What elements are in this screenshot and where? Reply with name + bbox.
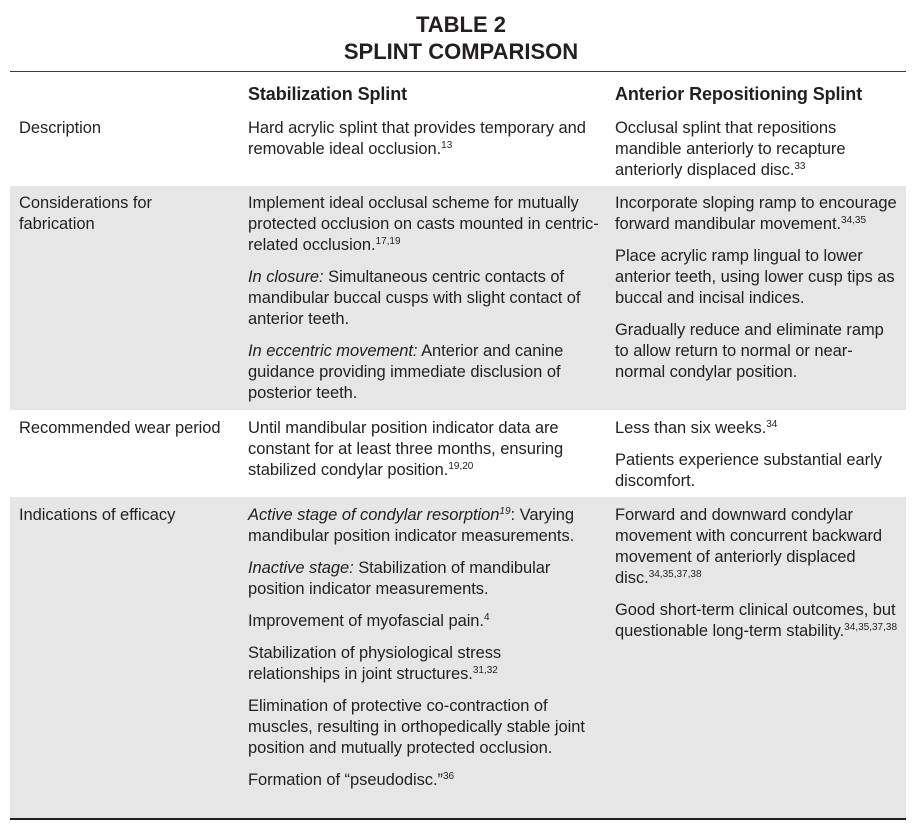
paragraph-text: Improvement of myofascial pain.: [248, 612, 484, 630]
cell-paragraph: [248, 505, 593, 547]
reference-superscript: 4: [483, 612, 490, 623]
cell-paragraph: [248, 611, 593, 632]
row-label-efficacy: Indications of efficacy: [19, 506, 176, 524]
cell-description-stabilization: [248, 118, 604, 160]
reference-superscript: 19: [499, 506, 511, 517]
paragraph-text: Incorporate sloping ramp to encourage forward mandibular movement.: [615, 194, 897, 233]
paragraph-text: Elimination of protective co-contraction of muscles, resulting in orthopedically stable joint position and mutually protected occlusion.: [248, 697, 585, 757]
cell-paragraph: [615, 450, 900, 492]
cell-paragraph: [615, 246, 900, 309]
cell-paragraph: [615, 505, 900, 589]
cell-paragraph: [248, 193, 604, 256]
cell-fabrication-anterior: [615, 193, 900, 383]
paragraph-lead: Active stage of condylar resorption: [248, 506, 500, 524]
cell-description-anterior: [615, 118, 900, 181]
cell-paragraph: [248, 770, 593, 791]
reference-superscript: 34: [766, 419, 778, 430]
reference-superscript: 13: [441, 140, 453, 151]
reference-superscript: 34,35,37,38: [648, 569, 702, 580]
cell-paragraph: [248, 558, 593, 600]
paragraph-text: Simultaneous centric contacts of mandibular buccal cusps with slight contact of anterior teeth.: [248, 268, 581, 328]
cell-paragraph: [615, 320, 900, 383]
row-label-fabrication: Considerations for fabrication: [19, 194, 153, 233]
row-label-description: Description: [19, 119, 101, 137]
cell-efficacy-anterior: [615, 505, 900, 642]
cell-paragraph: [248, 267, 604, 330]
cell-paragraph: [248, 643, 593, 685]
cell-fabrication-stabilization: [248, 193, 604, 404]
reference-superscript: 36: [442, 771, 455, 782]
cell-paragraph: [615, 118, 900, 181]
cell-paragraph: [248, 418, 588, 481]
paragraph-text: Patients experience substantial early discomfort.: [615, 451, 882, 490]
bottom-rule: [10, 818, 906, 820]
cell-efficacy-stabilization: [248, 505, 593, 791]
row-separator: [10, 496, 906, 497]
paragraph-text: : Varying mandibular position indicator measurements.: [248, 506, 575, 545]
cell-wear-stabilization: [248, 418, 588, 481]
table-number: TABLE 2: [415, 12, 507, 37]
reference-superscript: 34,35,37,38: [844, 622, 897, 633]
paragraph-lead: Inactive stage:: [248, 559, 354, 577]
reference-superscript: 33: [794, 161, 806, 172]
cell-paragraph: [615, 193, 900, 235]
paragraph-text: Stabilization of mandibular position indicator measurements.: [248, 559, 551, 598]
paragraph-text: Formation of “pseudodisc.”: [248, 771, 443, 789]
paragraph-text: Stabilization of physiological stress relationships in joint structures.: [248, 644, 502, 683]
table-title: SPLINT COMPARISON: [343, 39, 579, 64]
reference-superscript: 19,20: [448, 461, 474, 472]
paragraph-text: Forward and downward condylar movement with concurrent backward movement of anteriorly displaced disc.: [615, 506, 883, 587]
paragraph-text: Occlusal splint that repositions mandible anteriorly to recapture anteriorly displaced disc.: [615, 119, 846, 179]
cell-paragraph: [615, 600, 900, 642]
paragraph-text: Place acrylic ramp lingual to lower anterior teeth, using lower cusp tips as buccal and incisal indices.: [615, 247, 895, 307]
cell-paragraph: [615, 418, 900, 439]
paragraph-text: Less than six weeks.: [615, 419, 767, 437]
paragraph-text: Gradually reduce and eliminate ramp to allow return to normal or near-normal condylar position.: [615, 321, 884, 381]
paragraph-lead: In closure:: [248, 268, 324, 286]
cell-paragraph: [248, 341, 604, 404]
cell-paragraph: [248, 118, 604, 160]
column-header-stabilization: Stabilization Splint: [248, 84, 407, 104]
cell-paragraph: [248, 696, 593, 759]
paragraph-text: Good short-term clinical outcomes, but questionable long-term stability.: [615, 601, 896, 640]
reference-superscript: 31,32: [472, 665, 498, 676]
cell-wear-anterior: [615, 418, 900, 492]
paragraph-text: Until mandibular position indicator data are constant for at least three months, ensuring stabilized condylar position.: [248, 419, 564, 479]
reference-superscript: 17,19: [375, 236, 401, 247]
row-label-wear: Recommended wear period: [19, 419, 221, 437]
paragraph-lead: In eccentric movement:: [248, 342, 418, 360]
top-rule: [10, 71, 906, 72]
column-header-anterior: Anterior Repositioning Splint: [615, 84, 863, 104]
row-separator: [10, 185, 906, 186]
paragraph-text: Hard acrylic splint that provides temporary and removable ideal occlusion.: [248, 119, 586, 158]
row-separator: [10, 410, 906, 411]
paragraph-text: Anterior and canine guidance providing immediate disclusion of posterior teeth.: [248, 342, 564, 402]
reference-superscript: 34,35: [841, 215, 867, 226]
paragraph-text: Implement ideal occlusal scheme for mutually protected occlusion on casts mounted in centric-related occlusion.: [248, 194, 599, 254]
